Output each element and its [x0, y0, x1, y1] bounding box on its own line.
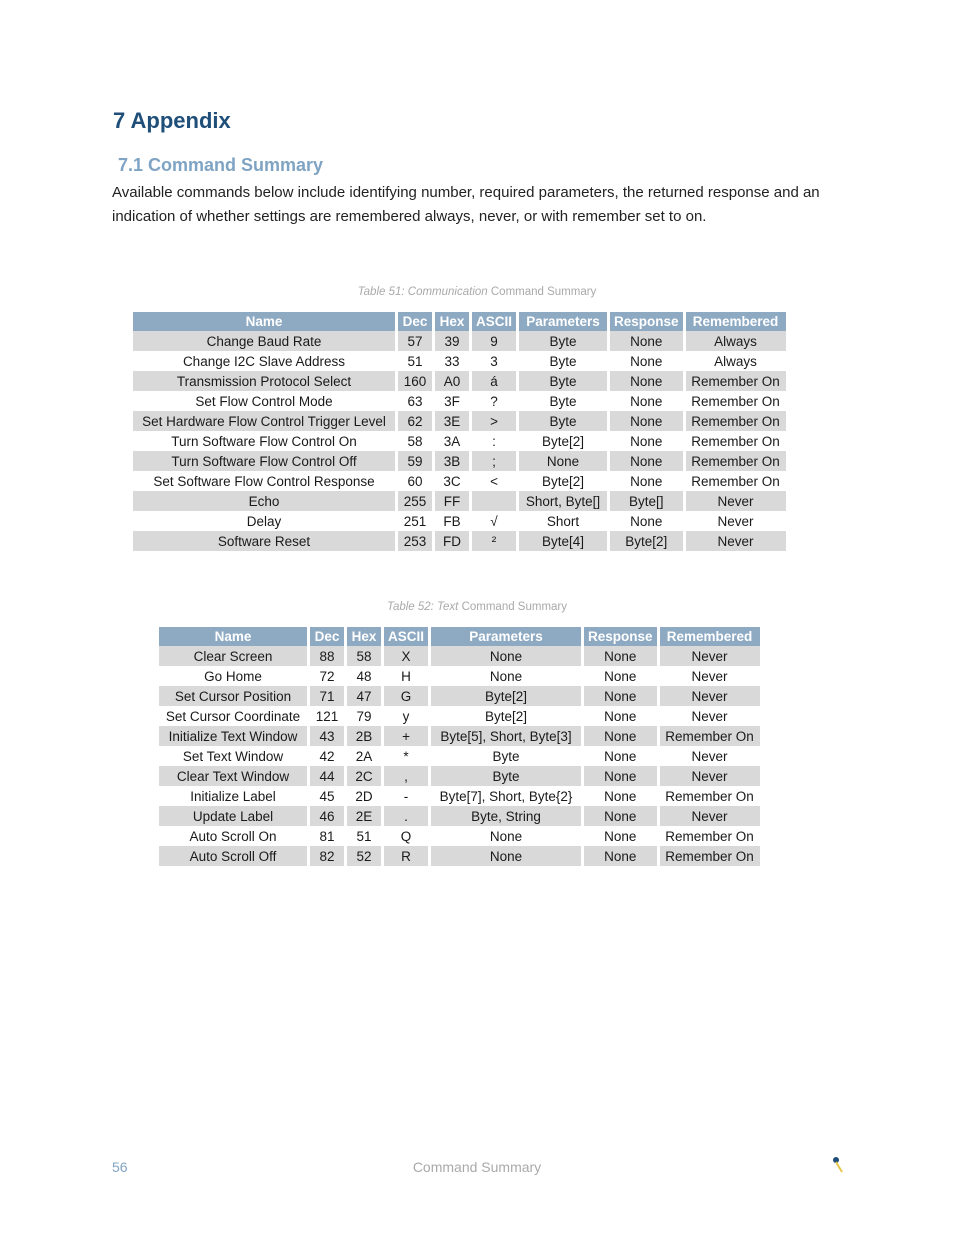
table-cell: 82	[310, 846, 344, 866]
table-cell: Initialize Text Window	[159, 726, 307, 746]
table-cell: +	[384, 726, 428, 746]
table-cell: 160	[398, 371, 432, 391]
table-row	[133, 531, 786, 551]
table-cell: Never	[691, 668, 728, 684]
table-cell: 3A	[443, 433, 461, 449]
table-cell: .	[384, 806, 428, 826]
table-cell: Remember On	[686, 451, 786, 471]
table-cell: Always	[686, 331, 786, 351]
table-row	[133, 471, 786, 491]
footer-title: Command Summary	[412, 1159, 542, 1175]
table-cell: Remember On	[691, 473, 780, 489]
table-cell: Set Cursor Position	[159, 686, 307, 706]
table-cell: Byte[2]	[610, 531, 683, 551]
table-cell: X	[384, 646, 428, 666]
table-cell: 2E	[347, 806, 381, 826]
table-cell: Set Hardware Flow Control Trigger Level	[133, 411, 395, 431]
table-cell: á	[472, 371, 516, 391]
table-row	[133, 331, 786, 351]
table-row	[159, 726, 760, 746]
column-header: Hex	[347, 627, 381, 646]
table-cell: >	[472, 411, 516, 431]
table-cell: None	[630, 353, 663, 369]
table-cell: 3E	[435, 411, 469, 431]
table-header-row	[133, 312, 786, 331]
table-cell: Byte[7], Short, Byte{2}	[439, 788, 573, 804]
table-row	[159, 686, 760, 706]
table-cell: Remember On	[686, 411, 786, 431]
table-cell: 58	[347, 646, 381, 666]
table-cell: 71	[310, 686, 344, 706]
table-cell: R	[384, 846, 428, 866]
table-cell: None	[630, 473, 663, 489]
table-cell: 58	[407, 433, 423, 449]
table-cell: Change I2C Slave Address	[182, 353, 346, 369]
table-cell: Byte[2]	[431, 686, 581, 706]
table-cell: Byte	[519, 411, 607, 431]
table-cell: 43	[310, 726, 344, 746]
table-cell: 255	[398, 491, 432, 511]
table-cell: 3F	[444, 393, 460, 409]
table-cell: A0	[435, 371, 469, 391]
table-cell: Byte[]	[610, 491, 683, 511]
column-header: Name	[133, 312, 395, 331]
table-cell: 9	[472, 331, 516, 351]
section-heading: 7.1 Command Summary	[118, 155, 324, 175]
table-cell: Short, Byte[]	[519, 491, 607, 511]
table-cell: None	[489, 668, 523, 684]
table-cell: None	[630, 513, 663, 529]
column-header: Dec	[310, 627, 344, 646]
table-cell: Byte[4]	[519, 531, 607, 551]
table-cell: Auto Scroll Off	[159, 846, 307, 866]
column-header: Parameters	[431, 627, 581, 646]
table-cell: 42	[319, 748, 335, 764]
table-cell: 52	[347, 846, 381, 866]
table1-caption	[0, 286, 954, 298]
table-row	[159, 666, 760, 686]
table-cell: None	[584, 646, 657, 666]
column-header: Parameters	[519, 312, 607, 331]
column-header: Response	[584, 627, 657, 646]
table-cell: Remember On	[691, 393, 780, 409]
table-cell: Software Reset	[133, 531, 395, 551]
table-cell: Byte[2]	[485, 708, 528, 724]
intro-paragraph: Available commands below include identifying number, required parameters, the returned response and an indication of whether settings are remembered always, never, or with remember set to on.	[112, 184, 820, 225]
table-cell: 121	[315, 708, 339, 724]
table-cell: Byte[2]	[542, 473, 585, 489]
table-row	[133, 391, 786, 411]
table-cell: Short	[546, 513, 580, 529]
table-cell: Q	[400, 828, 412, 844]
table-cell: Initialize Label	[190, 788, 276, 804]
table-cell: Echo	[133, 491, 395, 511]
table-cell: Never	[660, 766, 760, 786]
table-cell: Remember On	[686, 371, 786, 391]
column-header: ASCII	[472, 312, 516, 331]
table-cell: 62	[398, 411, 432, 431]
table-cell: 57	[398, 331, 432, 351]
column-header: Name	[159, 627, 307, 646]
table-row	[133, 491, 786, 511]
table-cell: Go Home	[204, 668, 262, 684]
table-cell: Turn Software Flow Control On	[171, 433, 357, 449]
table-cell: 39	[435, 331, 469, 351]
table-cell: 2A	[355, 748, 373, 764]
page-number: 56	[112, 1159, 128, 1175]
column-header: Remembered	[660, 627, 760, 646]
table-row	[159, 846, 760, 866]
text-command-table	[156, 627, 763, 866]
table-cell: 253	[398, 531, 432, 551]
table-row	[133, 431, 786, 451]
table-cell: 44	[310, 766, 344, 786]
table-cell: FD	[435, 531, 469, 551]
table-cell: Remember On	[691, 433, 780, 449]
table-cell: y	[402, 708, 410, 724]
table-cell: None	[584, 686, 657, 706]
table-row	[133, 451, 786, 471]
table-cell: Remember On	[660, 846, 760, 866]
table-cell: ²	[472, 531, 516, 551]
table1-caption-text: Command Summary	[487, 286, 597, 298]
table-cell: 59	[398, 451, 432, 471]
table-cell: Change Baud Rate	[133, 331, 395, 351]
table-cell: None	[610, 331, 683, 351]
table-cell: None	[584, 766, 657, 786]
table-cell: 2D	[355, 788, 373, 804]
table-header-row	[159, 627, 760, 646]
table-cell: 51	[356, 828, 372, 844]
table-row	[133, 371, 786, 391]
table-row	[159, 786, 760, 806]
table-cell: 48	[356, 668, 372, 684]
table-cell: None	[604, 708, 637, 724]
table-cell: Never	[691, 748, 728, 764]
table-cell: None	[584, 806, 657, 826]
column-header: ASCII	[384, 627, 428, 646]
table-cell: Byte	[431, 766, 581, 786]
brand-logo-icon	[830, 1156, 846, 1174]
table-cell: None	[604, 668, 637, 684]
table-cell: 251	[403, 513, 427, 529]
table-cell: 51	[407, 353, 423, 369]
table-cell: 3C	[443, 473, 461, 489]
table-cell: H	[401, 668, 411, 684]
table-cell: None	[431, 646, 581, 666]
table-cell: Never	[717, 513, 754, 529]
table-cell: 2B	[347, 726, 381, 746]
table-cell: Update Label	[159, 806, 307, 826]
table-cell: Never	[686, 531, 786, 551]
table-cell: Byte[2]	[542, 433, 585, 449]
communication-command-table	[130, 312, 789, 551]
table1-caption-label: Table 51: Communication	[357, 286, 488, 298]
table-cell: 63	[407, 393, 423, 409]
table-cell: None	[610, 411, 683, 431]
table-cell: Set Cursor Coordinate	[165, 708, 301, 724]
page-heading: 7 Appendix	[113, 108, 231, 133]
table-cell: ,	[384, 766, 428, 786]
table-cell: Byte	[519, 371, 607, 391]
table-cell: *	[403, 748, 409, 764]
table-cell: 72	[319, 668, 335, 684]
table-cell: Never	[660, 806, 760, 826]
column-header: Remembered	[686, 312, 786, 331]
table-cell: 88	[310, 646, 344, 666]
table-row	[159, 706, 760, 726]
table-cell: None	[630, 393, 663, 409]
table-cell: 47	[347, 686, 381, 706]
table-cell: Transmission Protocol Select	[133, 371, 395, 391]
table-cell: FF	[435, 491, 469, 511]
table-cell: Remember On	[665, 828, 754, 844]
table-cell: 79	[356, 708, 372, 724]
table-cell: Never	[660, 686, 760, 706]
table-cell: G	[384, 686, 428, 706]
table-row	[159, 766, 760, 786]
table2-caption	[0, 601, 954, 613]
column-header: Response	[610, 312, 683, 331]
table-cell: Remember On	[660, 726, 760, 746]
table-cell: √	[490, 513, 498, 529]
table2-caption-text: Command Summary	[458, 601, 568, 613]
table-cell: ;	[472, 451, 516, 471]
table-cell: Remember On	[665, 788, 754, 804]
table-cell: None	[630, 433, 663, 449]
table-cell: 60	[407, 473, 423, 489]
table-row	[159, 826, 760, 846]
table-cell: Set Flow Control Mode	[195, 393, 333, 409]
table-cell: Byte	[549, 393, 577, 409]
table-cell: Byte	[519, 331, 607, 351]
table-cell: Byte[5], Short, Byte[3]	[431, 726, 581, 746]
table-cell: Never	[660, 646, 760, 666]
table-cell: Byte, String	[431, 806, 581, 826]
table-cell: 45	[319, 788, 335, 804]
table-cell: ?	[490, 393, 498, 409]
table-cell: Byte	[492, 748, 520, 764]
table-cell: <	[490, 473, 498, 489]
table-cell: Auto Scroll On	[189, 828, 277, 844]
table-cell: Byte	[549, 353, 577, 369]
table-cell: 3B	[435, 451, 469, 471]
table-cell: 81	[319, 828, 335, 844]
table-cell: FB	[443, 513, 461, 529]
table-cell: Never	[686, 491, 786, 511]
table-row	[133, 351, 786, 371]
table-row	[133, 411, 786, 431]
table-cell: None	[489, 828, 523, 844]
table-cell: :	[492, 433, 496, 449]
column-header: Dec	[398, 312, 432, 331]
table-row	[159, 806, 760, 826]
table-cell: Turn Software Flow Control Off	[133, 451, 395, 471]
table2-caption-label: Table 52: Text	[386, 601, 459, 613]
table-cell: Clear Screen	[159, 646, 307, 666]
table-cell: None	[604, 788, 637, 804]
table-cell: 3	[490, 353, 498, 369]
column-header: Hex	[435, 312, 469, 331]
table-cell: Always	[714, 353, 757, 369]
table-cell: None	[610, 371, 683, 391]
table-cell: None	[584, 846, 657, 866]
table-cell: None	[584, 726, 657, 746]
table-cell: None	[610, 451, 683, 471]
table-row	[159, 646, 760, 666]
table-cell: None	[604, 828, 637, 844]
table-cell: 46	[310, 806, 344, 826]
table-cell: Clear Text Window	[159, 766, 307, 786]
table-cell: None	[431, 846, 581, 866]
table-cell: 33	[444, 353, 460, 369]
table-row	[133, 511, 786, 531]
table-cell: None	[519, 451, 607, 471]
table-cell	[472, 491, 516, 511]
table-cell: Never	[691, 708, 728, 724]
table-cell: Set Text Window	[182, 748, 284, 764]
table-cell: -	[403, 788, 409, 804]
table-cell: Delay	[246, 513, 282, 529]
table-cell: Set Software Flow Control Response	[153, 473, 375, 489]
table-cell: 2C	[347, 766, 381, 786]
table-row	[159, 746, 760, 766]
table-cell: None	[604, 748, 637, 764]
